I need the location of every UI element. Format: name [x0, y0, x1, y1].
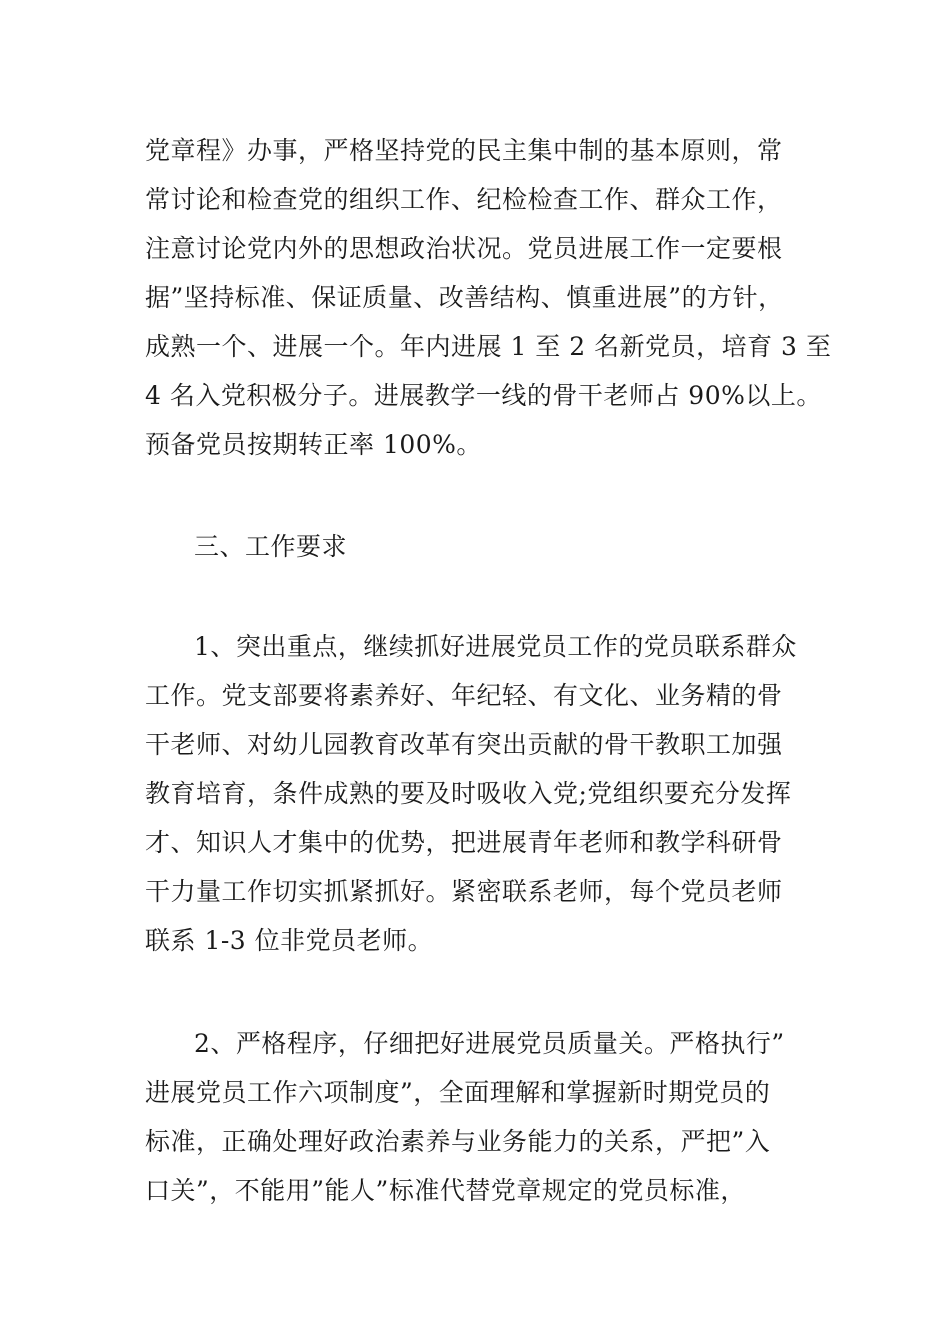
paragraph-3-line-3: 标准，正确处理好政治素养与业务能力的关系，严把”入: [145, 1127, 771, 1156]
paragraph-2-line-5: 才、知识人才集中的优势，把进展青年老师和教学科研骨: [145, 828, 783, 857]
paragraph-1-line-4: 据”坚持标准、保证质量、改善结构、慎重进展”的方针，: [145, 283, 784, 312]
paragraph-2-line-1: 1、突出重点，继续抓好进展党员工作的党员联系群众: [194, 632, 797, 661]
paragraph-1-line-6: 4 名入党积极分子。进展教学一线的骨干老师占 90%以上。: [145, 381, 822, 410]
paragraph-1-line-3: 注意讨论党内外的思想政治状况。党员进展工作一定要根: [145, 234, 783, 263]
paragraph-2-line-6: 干力量工作切实抓紧抓好。紧密联系老师，每个党员老师: [145, 877, 783, 906]
paragraph-2-line-2: 工作。党支部要将素养好、年纪轻、有文化、业务精的骨: [145, 681, 783, 710]
paragraph-1-line-7: 预备党员按期转正率 100%。: [145, 430, 482, 459]
paragraph-2-line-3: 干老师、对幼儿园教育改革有突出贡献的骨干教职工加强: [145, 730, 783, 759]
paragraph-3-line-1: 2、严格程序，仔细把好进展党员质量关。严格执行”: [194, 1029, 785, 1058]
section-heading: 三、工作要求: [194, 532, 348, 561]
paragraph-2-line-7: 联系 1-3 位非党员老师。: [145, 926, 434, 955]
paragraph-1-line-1: 党章程》办事，严格坚持党的民主集中制的基本原则，常: [145, 136, 783, 165]
paragraph-1-line-2: 常讨论和检查党的组织工作、纪检检查工作、群众工作，: [145, 185, 783, 214]
paragraph-3-line-2: 进展党员工作六项制度”，全面理解和掌握新时期党员的: [145, 1078, 771, 1107]
paragraph-3-line-4: 口关”，不能用”能人”标准代替党章规定的党员标准，: [145, 1176, 746, 1205]
paragraph-2-line-4: 教育培育，条件成熟的要及时吸收入党;党组织要充分发挥: [145, 779, 792, 808]
paragraph-1-line-5: 成熟一个、进展一个。年内进展 1 至 2 名新党员，培育 3 至: [145, 332, 832, 361]
